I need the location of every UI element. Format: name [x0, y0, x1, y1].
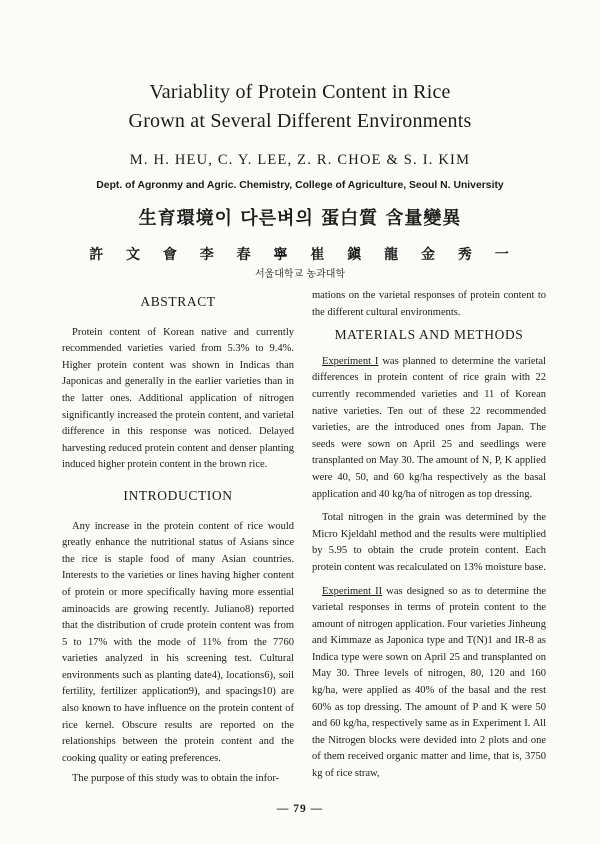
- experiment-2-paragraph: [312, 584, 546, 783]
- experiment-1-text: was planned to determine the varietal differences in protein content of rice grain with 22 currently recommended varieties and 11 of Korean native varieties. Ten out of these 22 recommended varieties, are the introduced ones from Japan. The seeds were sown on April 25 and seedlings were transplanted on May 30. The amount of N, P, K applied were 40, 50, and 60 kg/ha respectively as the basal application and 40 kg/ha of nitrogen as top dressing.: [312, 355, 546, 500]
- experiment-1-paragraph: [312, 354, 546, 503]
- abstract-heading: ABSTRACT: [140, 294, 216, 309]
- experiment-2-text: was designed so as to determine the varietal responses in terms of protein content to the amount of nitrogen application. Four varieties Jinheung and Kimmaze as Japonica type and T(N)1 and IR-8 as Indica type were sown on April 25 and transplanted on May 30. Three levels of nitrogen, 80, 120 and 160 kg/ha, were applied as 40% of the basal and the rest 60% as top dressing. The amount of P and K were 50 and 60 kg/ha, respectively same as in Experiment I. All the Nitrogen blocks were devided into 2 plots and one of them received organic matter and lime, that is, 3750 kg of rice straw,: [312, 585, 546, 780]
- methods-heading: MATERIALS AND METHODS: [334, 327, 524, 343]
- affiliation: Dept. of Agronmy and Agric. Chemistry, College of Agriculture, Seoul N. University: [96, 180, 504, 191]
- introduction-paragraph-1: Any increase in the protein content of rice would greatly enhance the nutritional status of Asians since the rice is staple food of many Asian countries. Interests to the varieties or lines having higher content of protein or more specifically having more essential aminoacids are growing recently. Juliano8) reported that the distribution of crude protein content was from 5 to 17% with the mode of 11% from the 7760 varieties analyzed in his screening test. Cultural environments such as planting date4), locations6), soil fertility, fertilizer application9), and spacings10) are also known to have influence on the protein content of rice kernel. Obscure results are reported on the relationships between the protein content and the cooking quality or eating preferences.: [62, 520, 294, 764]
- title-line-1: Variablity of Protein Content in Rice: [149, 81, 451, 103]
- left-column: [62, 294, 294, 788]
- korean-title: 生育環境이 다른벼의 蛋白質 含量變異: [138, 208, 462, 229]
- page-number: — 79 —: [276, 803, 324, 815]
- introduction-heading: INTRODUCTION: [123, 487, 233, 503]
- korean-institution: 서울대학교 농과대학: [254, 269, 346, 280]
- experiment-2-label: Experiment II: [322, 585, 383, 597]
- paper-title: [0, 78, 600, 136]
- right-column: [312, 288, 546, 783]
- title-line-2: Grown at Several Different Environments: [128, 110, 472, 132]
- introduction-paragraph-2: The purpose of this study was to obtain the infor-: [72, 773, 280, 785]
- abstract-text: Protein content of Korean native and currently recommended varieties varied from 5.3% to 9.4%. Higher protein content was shown in Indicas than Japonicas and generally in the earlier varieties than in the latter ones. Additional application of nitrogen significantly increased the protein content, and varietal difference in this response was noticed. Delayed harvesting reduced protein content and denser planting induced higher protein content in the brown rice.: [62, 326, 294, 471]
- author-list: M. H. HEU, C. Y. LEE, Z. R. CHOE & S. I. KIM: [129, 152, 471, 168]
- continuation-paragraph: mations on the varietal responses of protein content to the different cultural environments.: [312, 290, 546, 318]
- experiment-1-label: Experiment I: [322, 355, 379, 367]
- nitrogen-method-paragraph: Total nitrogen in the grain was determined by the Micro Kjeldahl method and the results were multiplied by 5.95 to obtain the crude protein content. Each protein content was recalculated on 13% moisture base.: [312, 512, 546, 573]
- korean-author-list: 許 文 會 李 春 寧 崔 鎭 龍 金 秀 一: [89, 247, 511, 263]
